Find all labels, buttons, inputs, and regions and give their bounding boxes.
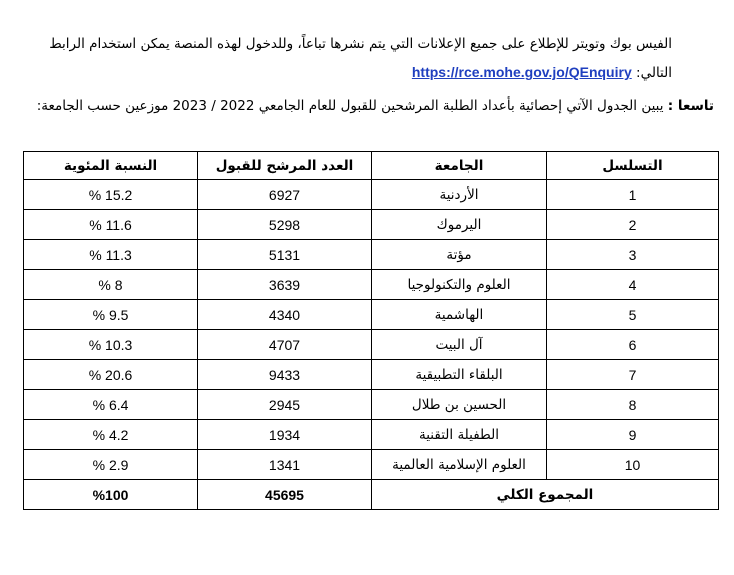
cell-percent: 6.4 %	[24, 390, 198, 420]
total-label: المجموع الكلي	[372, 480, 719, 510]
intro-paragraph	[20, 30, 672, 87]
cell-count: 1934	[198, 420, 372, 450]
intro-text: الفيس بوك وتويتر للإطلاع على جميع الإعلانات التي يتم نشرها تباعاً، وللدخول لهذه المنصة يمكن استخدام الرابط التالي:	[49, 36, 672, 81]
cell-count: 5131	[198, 240, 372, 270]
section-text: يبين الجدول الآتي إحصائية بأعداد الطلبة المرشحين للقبول للعام الجامعي 2022 / 2023 موزعين حسب الجامعة:	[36, 98, 668, 114]
cell-university: مؤتة	[372, 240, 547, 270]
header-university: الجامعة	[372, 152, 547, 180]
table-row	[24, 240, 719, 270]
cell-percent: 2.9 %	[24, 450, 198, 480]
section-label: تاسعا :	[667, 98, 714, 114]
table-row	[24, 420, 719, 450]
cell-university: الطفيلة التقنية	[372, 420, 547, 450]
header-count: العدد المرشح للقبول	[198, 152, 372, 180]
table-row	[24, 270, 719, 300]
cell-university: العلوم والتكنولوجيا	[372, 270, 547, 300]
table-row	[24, 390, 719, 420]
table-row	[24, 180, 719, 210]
enquiry-link[interactable]: https://rce.mohe.gov.jo/QEnquiry	[411, 64, 632, 80]
cell-seq: 7	[547, 360, 719, 390]
cell-university: اليرموك	[372, 210, 547, 240]
cell-percent: 11.3 %	[24, 240, 198, 270]
cell-seq: 9	[547, 420, 719, 450]
table-row	[24, 360, 719, 390]
cell-university: الهاشمية	[372, 300, 547, 330]
cell-seq: 8	[547, 390, 719, 420]
cell-university: الحسين بن طلال	[372, 390, 547, 420]
cell-percent: 15.2 %	[24, 180, 198, 210]
cell-count: 9433	[198, 360, 372, 390]
cell-count: 4340	[198, 300, 372, 330]
cell-count: 5298	[198, 210, 372, 240]
cell-seq: 6	[547, 330, 719, 360]
table-row	[24, 450, 719, 480]
table-row	[24, 330, 719, 360]
cell-university: آل البيت	[372, 330, 547, 360]
cell-percent: 9.5 %	[24, 300, 198, 330]
cell-university: الأردنية	[372, 180, 547, 210]
cell-seq: 10	[547, 450, 719, 480]
header-percent: النسبة المئوية	[24, 152, 198, 180]
total-percent: %100	[24, 480, 198, 510]
cell-count: 6927	[198, 180, 372, 210]
cell-count: 4707	[198, 330, 372, 360]
cell-seq: 3	[547, 240, 719, 270]
cell-count: 3639	[198, 270, 372, 300]
cell-seq: 1	[547, 180, 719, 210]
section-paragraph	[20, 92, 714, 120]
admissions-table	[23, 151, 719, 510]
cell-seq: 5	[547, 300, 719, 330]
cell-count: 2945	[198, 390, 372, 420]
cell-university: العلوم الإسلامية العالمية	[372, 450, 547, 480]
cell-percent: 10.3 %	[24, 330, 198, 360]
cell-percent: 4.2 %	[24, 420, 198, 450]
cell-seq: 2	[547, 210, 719, 240]
cell-percent: 8 %	[24, 270, 198, 300]
header-seq: التسلسل	[547, 152, 719, 180]
cell-seq: 4	[547, 270, 719, 300]
table-row	[24, 210, 719, 240]
cell-university: البلقاء التطبيقية	[372, 360, 547, 390]
table-header-row	[24, 152, 719, 180]
cell-percent: 20.6 %	[24, 360, 198, 390]
cell-percent: 11.6 %	[24, 210, 198, 240]
total-count: 45695	[198, 480, 372, 510]
table-total-row	[24, 480, 719, 510]
table-row	[24, 300, 719, 330]
cell-count: 1341	[198, 450, 372, 480]
